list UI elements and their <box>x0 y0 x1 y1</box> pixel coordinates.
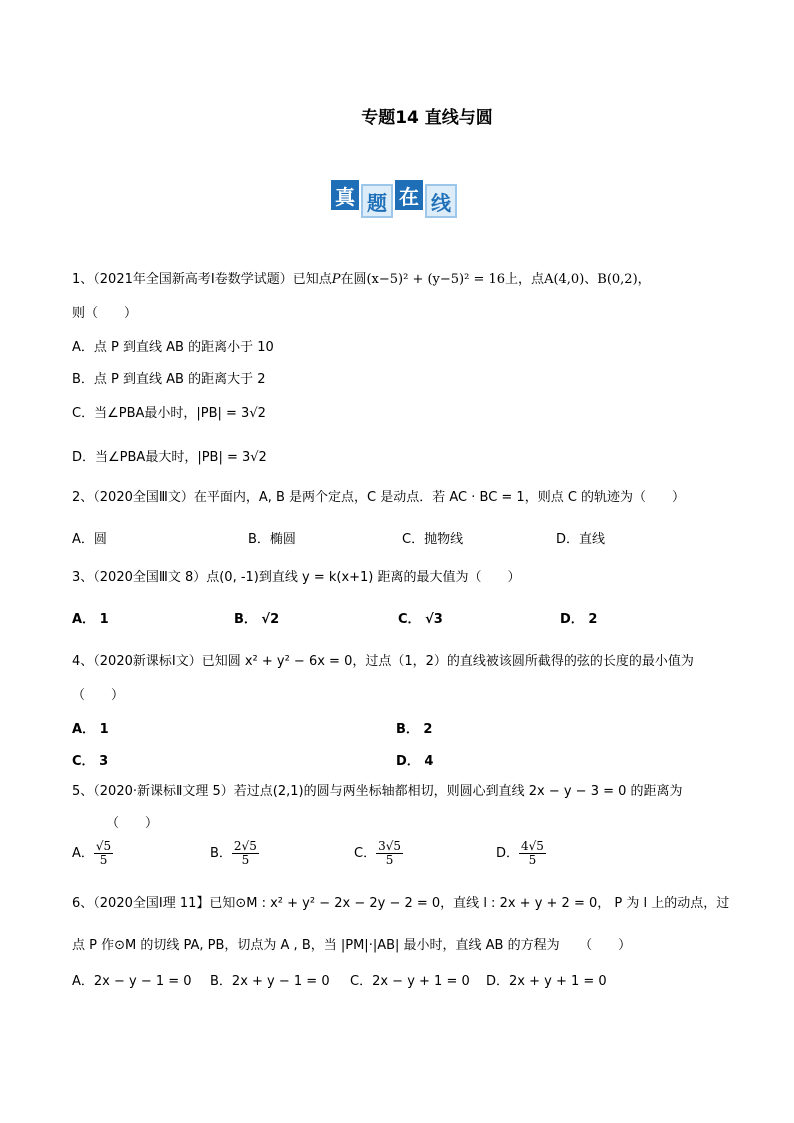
q1-stem-cont: 则（ ） <box>72 306 138 321</box>
q2-option-d: D．直线 <box>556 532 606 547</box>
q3-option-d: D． 2 <box>560 612 598 627</box>
q2-option-a: A．圆 <box>72 532 107 547</box>
q6-stem: 6、（2020全国Ⅰ理 11】已知⊙M : x² + y² − 2x − 2y − 2 = 0，直线 l : 2x + y + 2 = 0， P 为 l 上的动点，过 <box>72 896 730 911</box>
q5-option-c: C． $\frac{3√5}{5}$ <box>354 839 401 867</box>
q5-option-d: D． $\frac{4√5}{5}$ <box>496 839 544 867</box>
q3-option-a: A． 1 <box>72 612 109 627</box>
q6-stem-cont: 点 P 作⊙M 的切线 PA, PB，切点为 A , B，当 |PM|·|AB| 最小时，直线 AB 的方程为 （ ） <box>72 938 632 953</box>
q1-stem: 1、（2021年全国新高考Ⅰ卷数学试题）已知点P在圆(x−5)² + (y−5)² = 16上，点A(4,0)、B(0,2)， <box>72 272 651 287</box>
q1-option-d: D．当∠PBA最大时，|PB| = 3√2 <box>72 450 267 465</box>
q1-option-c: C．当∠PBA最小时，|PB| = 3√2 <box>72 406 266 421</box>
q6-option-b: B．2x + y − 1 = 0 <box>210 974 330 989</box>
q2-stem: 2、（2020全国Ⅲ文）在平面内，A, B 是两个定点，C 是动点．若 AC · BC = 1，则点 C 的轨迹为（ ） <box>72 490 686 505</box>
q5-stem: 5、（2020·新课标Ⅱ文理 5）若过点(2,1)的圆与两坐标轴都相切，则圆心到直线 2x − y − 3 = 0 的距离为 <box>72 784 683 799</box>
q4-option-b: B． 2 <box>396 722 433 737</box>
q6-option-c: C．2x − y + 1 = 0 <box>350 974 470 989</box>
section-banner <box>329 178 457 218</box>
q5-option-b: B． $\frac{2√5}{5}$ <box>210 839 257 867</box>
q2-option-b: B．椭圆 <box>248 532 296 547</box>
page-title: 专题14 直线与圆 <box>361 108 493 128</box>
q1-option-b: B．点 P 到直线 AB 的距离大于 2 <box>72 372 266 387</box>
q3-stem: 3、（2020全国Ⅲ文 8）点(0, -1)到直线 y = k(x+1) 距离的最大值为（ ） <box>72 570 521 585</box>
q4-option-c: C． 3 <box>72 754 109 769</box>
q3-option-c: C． √3 <box>398 612 443 627</box>
banner-tile-2: 题 <box>361 184 393 218</box>
banner-tile-4: 线 <box>425 184 457 218</box>
q2-option-c: C．抛物线 <box>402 532 464 547</box>
q5-option-a: A． $\frac{√5}{5}$ <box>72 839 112 867</box>
q6-option-a: A．2x − y − 1 = 0 <box>72 974 192 989</box>
banner-tile-3: 在 <box>393 178 425 212</box>
banner-tile-1: 真 <box>329 178 361 212</box>
q4-stem: 4、（2020新课标Ⅰ文）已知圆 x² + y² − 6x = 0，过点（1，2）的直线被该圆所截得的弦的长度的最小值为 <box>72 654 694 669</box>
q3-option-b: B． √2 <box>234 612 280 627</box>
q6-option-d: D．2x + y + 1 = 0 <box>486 974 607 989</box>
q4-option-a: A． 1 <box>72 722 109 737</box>
q4-option-d: D． 4 <box>396 754 434 769</box>
q4-stem-cont: （ ） <box>72 688 125 703</box>
q1-option-a: A．点 P 到直线 AB 的距离小于 10 <box>72 340 274 355</box>
q5-stem-cont: （ ） <box>106 816 159 831</box>
